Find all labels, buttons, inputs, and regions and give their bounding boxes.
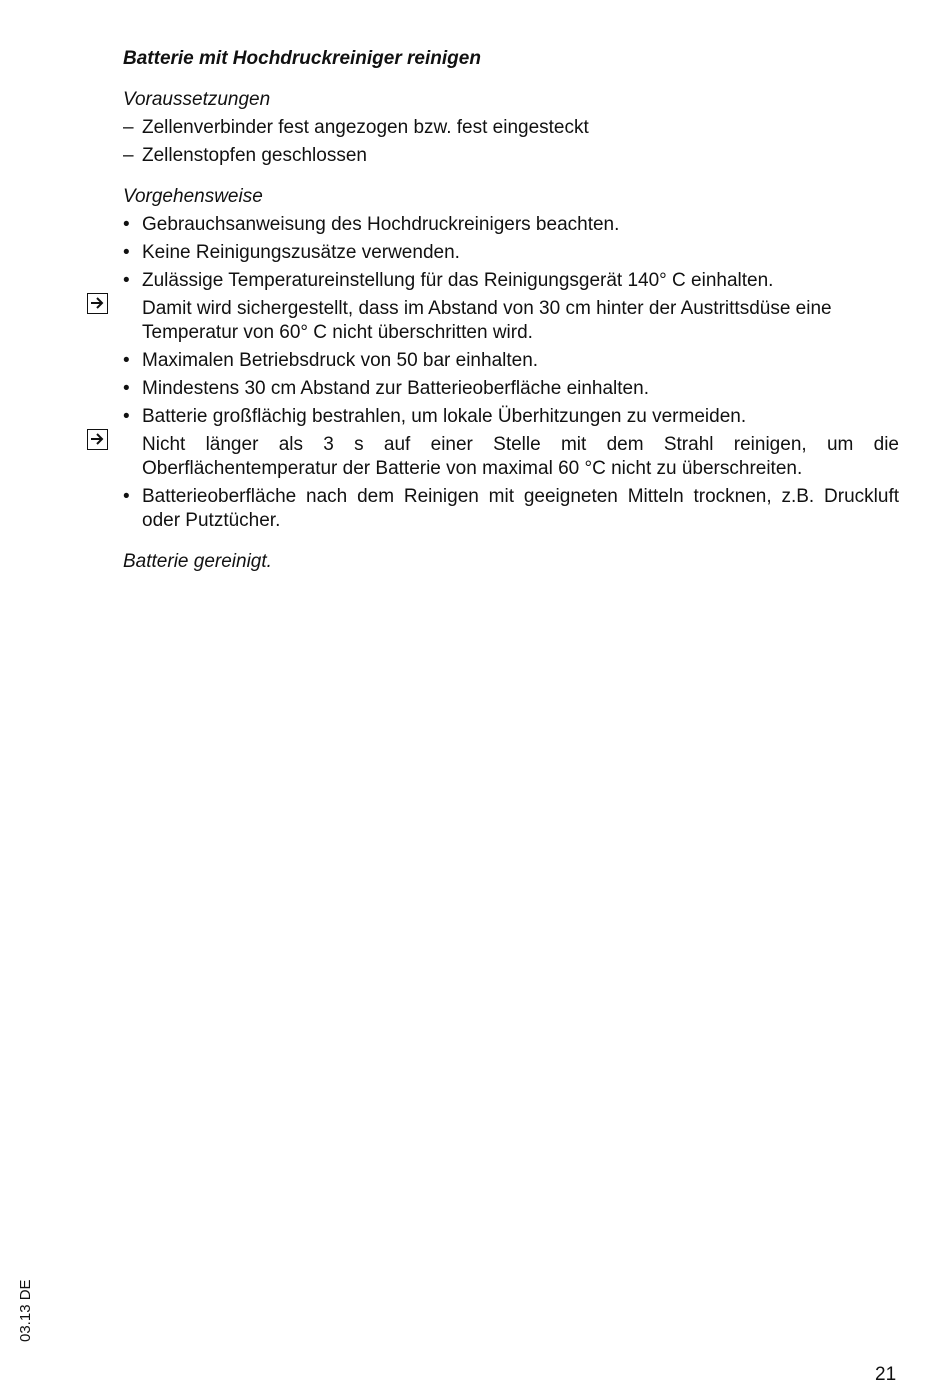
bullet-mark: • — [123, 242, 130, 263]
bullet-mark: • — [123, 378, 130, 399]
dash-mark: – — [123, 117, 134, 138]
list-item: • Maximalen Betriebsdruck von 50 bar einhalten. — [123, 350, 539, 371]
arrow-right-boxed-icon — [87, 429, 108, 450]
prerequisites-list — [123, 116, 899, 168]
procedure-heading: Vorgehensweise — [123, 186, 263, 207]
list-item: • Gebrauchsanweisung des Hochdruckreinigers beachten. — [123, 214, 620, 235]
list-item: – Zellenstopfen geschlossen — [123, 145, 367, 166]
bullet-mark: • — [123, 214, 130, 235]
page-number: 21 — [875, 1364, 897, 1385]
procedure-list-continued — [123, 349, 899, 429]
document-body — [123, 47, 899, 593]
bullet-mark: • — [123, 270, 130, 291]
note-text: Nicht länger als 3 s auf einer Stelle mit dem Strahl reinigen, um die Oberflächentemperatur der Batterie von maximal 60 °C nicht zu überschreiten. — [142, 434, 899, 479]
note-text: Damit wird sichergestellt, dass im Abstand von 30 cm hinter der Austrittsdüse eine Temperatur von 60° C nicht überschritten wird. — [142, 298, 832, 343]
bullet-mark: • — [123, 486, 130, 507]
note-block — [123, 297, 899, 345]
list-item: – Zellenverbinder fest angezogen bzw. fest eingesteckt — [123, 117, 589, 138]
list-item: • Batterieoberfläche nach dem Reinigen mit geeigneten Mitteln trocknen, z.B. Druckluft oder Putztücher. — [123, 486, 899, 531]
procedure-list — [123, 213, 899, 293]
dash-mark: – — [123, 145, 134, 166]
list-item: • Zulässige Temperatureinstellung für das Reinigungsgerät 140° C einhalten. — [123, 270, 774, 291]
edition-code: 03.13 DE — [17, 1279, 34, 1342]
result-text: Batterie gereinigt. — [123, 551, 272, 572]
list-item: • Mindestens 30 cm Abstand zur Batterieoberfläche einhalten. — [123, 378, 649, 399]
prerequisites-heading: Voraussetzungen — [123, 89, 271, 110]
procedure-list-end — [123, 485, 899, 533]
bullet-mark: • — [123, 350, 130, 371]
list-item: • Batterie großflächig bestrahlen, um lokale Überhitzungen zu vermeiden. — [123, 406, 747, 427]
list-item: • Keine Reinigungszusätze verwenden. — [123, 242, 460, 263]
section-title: Batterie mit Hochdruckreiniger reinigen — [123, 48, 481, 69]
arrow-right-boxed-icon — [87, 293, 108, 314]
note-block — [123, 433, 899, 481]
bullet-mark: • — [123, 406, 130, 427]
